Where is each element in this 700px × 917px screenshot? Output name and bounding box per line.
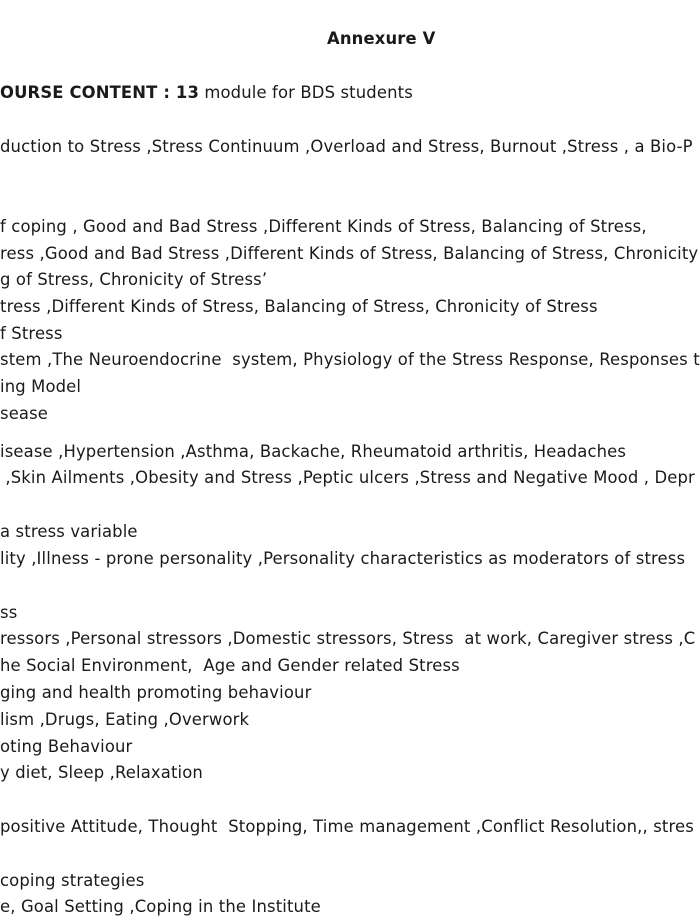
text-line: f coping , Good and Bad Stress ,Different Kinds of Stress, Balancing of Stress, <box>0 217 647 236</box>
text-line: f Stress <box>0 324 63 343</box>
text-line: sease <box>0 404 49 423</box>
course-content-text: module for BDS students <box>199 83 413 102</box>
text-line: stem ,The Neuroendocrine system, Physiology of the Stress Response, Responses t <box>0 350 700 369</box>
text-line: ressors ,Personal stressors ,Domestic stressors, Stress at work, Caregiver stress ,C <box>0 629 696 648</box>
text-line: ress ,Good and Bad Stress ,Different Kinds of Stress, Balancing of Stress, Chronicity <box>0 244 699 263</box>
course-content-label: OURSE CONTENT : 13 <box>0 83 200 102</box>
text-line: ,Skin Ailments ,Obesity and Stress ,Peptic ulcers ,Stress and Negative Mood , Depr <box>0 468 695 487</box>
text-line: coping strategies <box>0 871 145 890</box>
text-line: he Social Environment, Age and Gender related Stress <box>0 656 460 675</box>
text-line: positive Attitude, Thought Stopping, Time management ,Conflict Resolution,, stres <box>0 817 694 836</box>
text-line: ging and health promoting behaviour <box>0 683 312 702</box>
text-line: y diet, Sleep ,Relaxation <box>0 763 203 782</box>
page-title: Annexure V <box>327 29 436 48</box>
text-line: ss <box>0 603 18 622</box>
text-line: duction to Stress ,Stress Continuum ,Overload and Stress, Burnout ,Stress , a Bio-P <box>0 137 693 156</box>
text-line: g of Stress, Chronicity of Stress’ <box>0 270 268 289</box>
text-line: e, Goal Setting ,Coping in the Institute <box>0 897 321 916</box>
course-content-heading <box>0 83 413 103</box>
text-line: oting Behaviour <box>0 737 133 756</box>
text-line: lity ,Illness - prone personality ,Personality characteristics as moderators of stress <box>0 549 686 568</box>
text-line: ing Model <box>0 377 82 396</box>
text-line: lism ,Drugs, Eating ,Overwork <box>0 710 250 729</box>
text-line: isease ,Hypertension ,Asthma, Backache, Rheumatoid arthritis, Headaches <box>0 442 627 461</box>
text-line: tress ,Different Kinds of Stress, Balancing of Stress, Chronicity of Stress <box>0 297 598 316</box>
text-line: a stress variable <box>0 522 138 541</box>
